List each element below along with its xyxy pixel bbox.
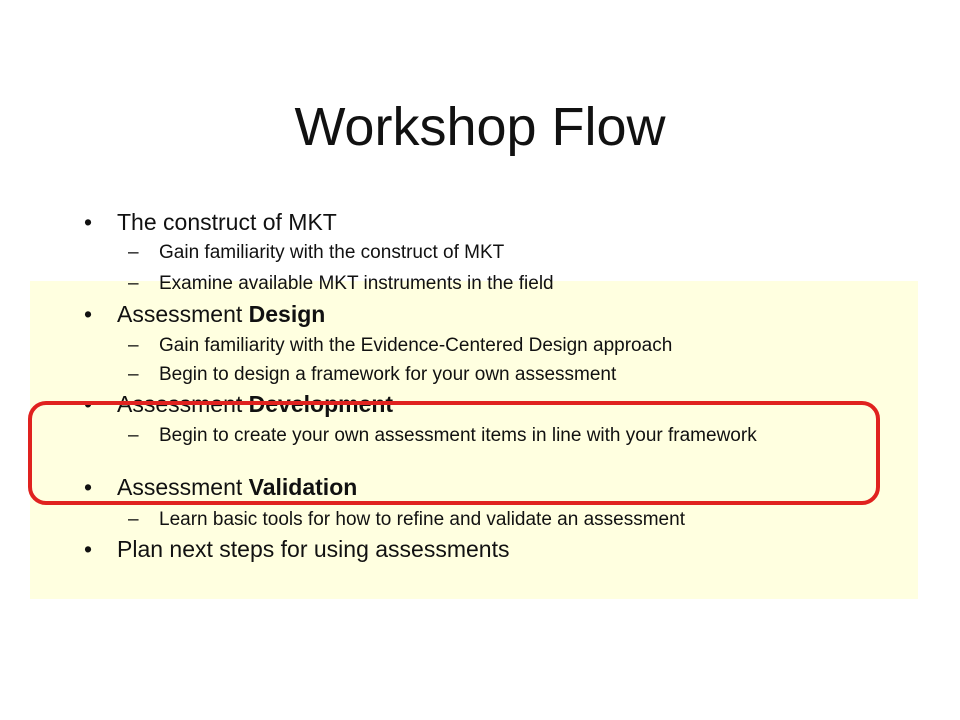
bullet-text-bold: Validation [248,474,358,500]
slide-title: Workshop Flow [294,97,666,157]
subitem-dash: – [128,509,139,530]
bullet-text-bold: Development [248,391,394,417]
subitem-dash: – [128,425,139,446]
bullet-text-plain: Assessment [117,474,249,500]
subitem-dash: – [128,364,139,385]
bullet-dot: • [84,391,93,417]
bullet-dot: • [84,536,93,562]
subitem-text: Learn basic tools for how to refine and validate an assessment [159,509,685,530]
bullet-dot: • [84,209,93,235]
bullet-text [117,300,325,328]
subitem-text: Gain familiarity with the Evidence-Centered Design approach [159,335,673,356]
subitem-dash: – [128,242,139,263]
bullet-text: The construct of MKT [117,209,337,235]
bullet-text: Plan next steps for using assessments [117,536,510,562]
bullet-text-plain: Assessment [117,391,249,417]
bullet-text-bold: Design [248,301,326,327]
bullet-dot: • [84,301,93,327]
bullet-dot: • [84,474,93,500]
subitem-text: Begin to design a framework for your own assessment [159,364,617,385]
subitem-text: Examine available MKT instruments in the field [159,273,554,294]
bullet-text-plain: Assessment [117,301,249,327]
subitem-text: Gain familiarity with the construct of MKT [159,242,505,263]
highlight-circle [28,401,880,505]
subitem-text: Begin to create your own assessment items in line with your framework [159,425,757,446]
subitem-dash: – [128,335,139,356]
subitem-dash: – [128,273,139,294]
